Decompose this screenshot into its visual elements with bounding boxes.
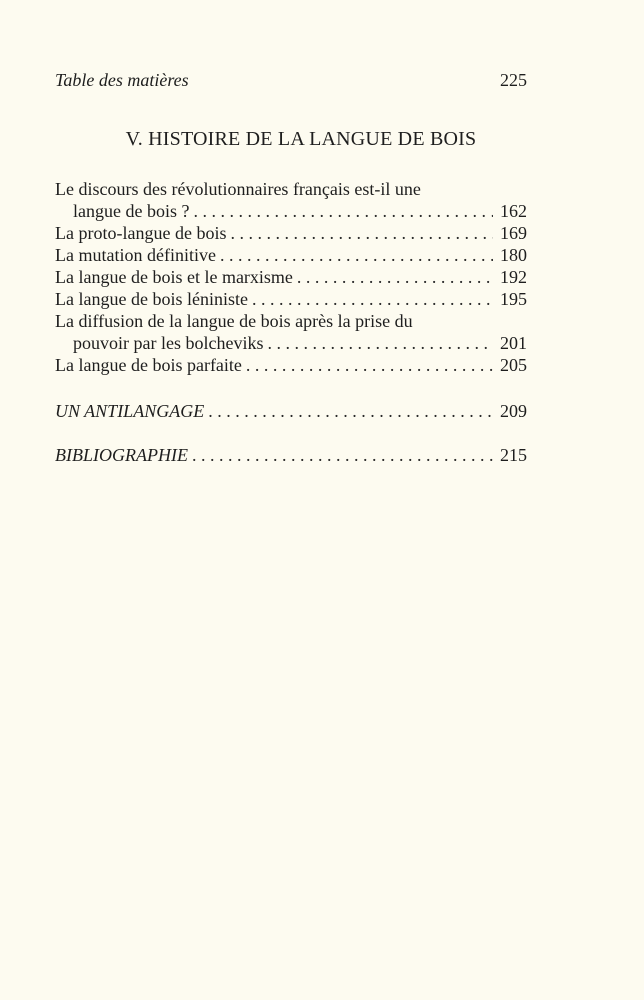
toc-entry-page: 169 [500, 223, 527, 243]
toc-part-title: BIBLIOGRAPHIE [55, 445, 188, 465]
dot-leader [208, 400, 493, 422]
toc-entry-text: La mutation définitive [55, 245, 216, 265]
toc-entry-page: 195 [500, 289, 527, 309]
toc-entry-text: La langue de bois parfaite [55, 355, 242, 375]
toc-part-title: UN ANTILANGAGE [55, 401, 205, 421]
toc-entry [55, 178, 527, 222]
dot-leader [252, 288, 493, 310]
toc-part-entry [55, 400, 527, 422]
dot-leader [297, 266, 493, 288]
section-title: V. HISTOIRE DE LA LANGUE DE BOIS [125, 128, 477, 150]
toc-entry [55, 310, 527, 354]
toc-entry [55, 288, 527, 310]
running-head-page-number: 225 [500, 70, 527, 90]
toc-entry-page: 201 [500, 333, 527, 353]
toc-entry-page: 180 [500, 245, 527, 265]
toc-entry-text: La proto-langue de bois [55, 223, 227, 243]
toc-entry-text-line1: Le discours des révolutionnaires français est-il une [55, 179, 421, 199]
dot-leader [192, 444, 493, 466]
toc-entry-text: La langue de bois léniniste [55, 289, 248, 309]
toc-entry-page: 162 [500, 201, 527, 221]
toc-entry-text-line2: langue de bois ? [73, 201, 190, 221]
dot-leader [230, 222, 493, 244]
table-of-contents [55, 178, 527, 466]
toc-entry-page: 205 [500, 355, 527, 375]
toc-entry [55, 354, 527, 376]
dot-leader [193, 200, 493, 222]
dot-leader [267, 332, 493, 354]
toc-entry [55, 266, 527, 288]
toc-entry-page: 192 [500, 267, 527, 287]
running-head-title: Table des matières [55, 70, 189, 90]
toc-entry-text-line1: La diffusion de la langue de bois après la prise du [55, 311, 413, 331]
book-page [55, 70, 527, 466]
toc-part-page: 215 [500, 445, 527, 465]
toc-entry [55, 222, 527, 244]
toc-part-page: 209 [500, 401, 527, 421]
dot-leader [220, 244, 493, 266]
toc-entry-text: La langue de bois et le marxisme [55, 267, 293, 287]
dot-leader [246, 354, 493, 376]
toc-entry [55, 244, 527, 266]
toc-part-entry [55, 444, 527, 466]
toc-entry-text-line2: pouvoir par les bolcheviks [73, 333, 264, 353]
running-head [55, 70, 527, 100]
